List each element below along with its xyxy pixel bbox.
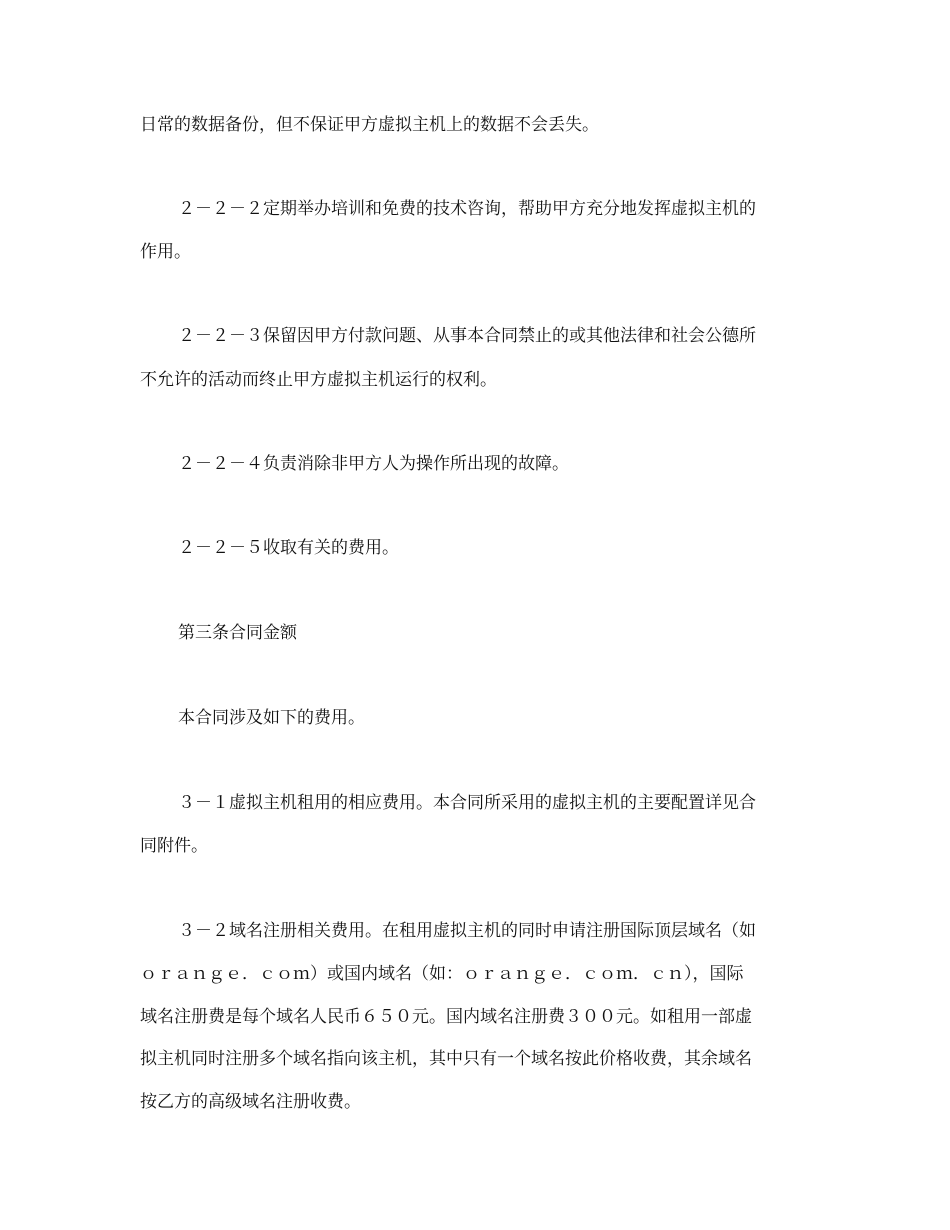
paragraph-2-2-3-line-2: 不允许的活动而终止甲方虚拟主机运行的权利。: [140, 370, 497, 390]
paragraph-3-1-line-1: ３－１虚拟主机租用的相应费用。本合同所采用的虚拟主机的主要配置详见合: [178, 793, 756, 813]
paragraph-3-2-line-2: ｏｒａｎｇｅ．ｃｏｍ）或国内域名（如：ｏｒａｎｇｅ．ｃｏｍ．ｃｎ），国际: [140, 964, 744, 984]
paragraph-3-2-line-1: ３－２域名注册相关费用。在租用虚拟主机的同时申请注册国际顶层域名（如: [178, 921, 756, 941]
paragraph-3-2-line-4: 拟主机同时注册多个域名指向该主机，其中只有一个域名按此价格收费，其余域名: [140, 1049, 752, 1069]
paragraph-2-2-5-line-1: ２－２－５收取有关的费用。: [178, 538, 399, 558]
paragraph-2-2-2-line-1: ２－２－２定期举办培训和免费的技术咨询，帮助甲方充分地发挥虚拟主机的: [178, 199, 756, 219]
fees-intro-line-1: 本合同涉及如下的费用。: [178, 708, 365, 728]
article-3-heading: 第三条合同金额: [178, 623, 297, 643]
paragraph-2-2-4-line-1: ２－２－４负责消除非甲方人为操作所出现的故障。: [178, 454, 569, 474]
paragraph-3-2-line-3: 域名注册费是每个域名人民币６５０元。国内域名注册费３００元。如租用一部虚: [140, 1007, 752, 1027]
paragraph-3-2-line-5: 按乙方的高级域名注册收费。: [140, 1092, 361, 1112]
paragraph-2-2-2-line-2: 作用。: [140, 242, 191, 262]
paragraph-2-2-3-line-1: ２－２－３保留因甲方付款问题、从事本合同禁止的或其他法律和社会公德所: [178, 326, 756, 346]
paragraph-backup-line-1: 日常的数据备份，但不保证甲方虚拟主机上的数据不会丢失。: [140, 115, 599, 135]
paragraph-3-1-line-2: 同附件。: [140, 836, 208, 856]
